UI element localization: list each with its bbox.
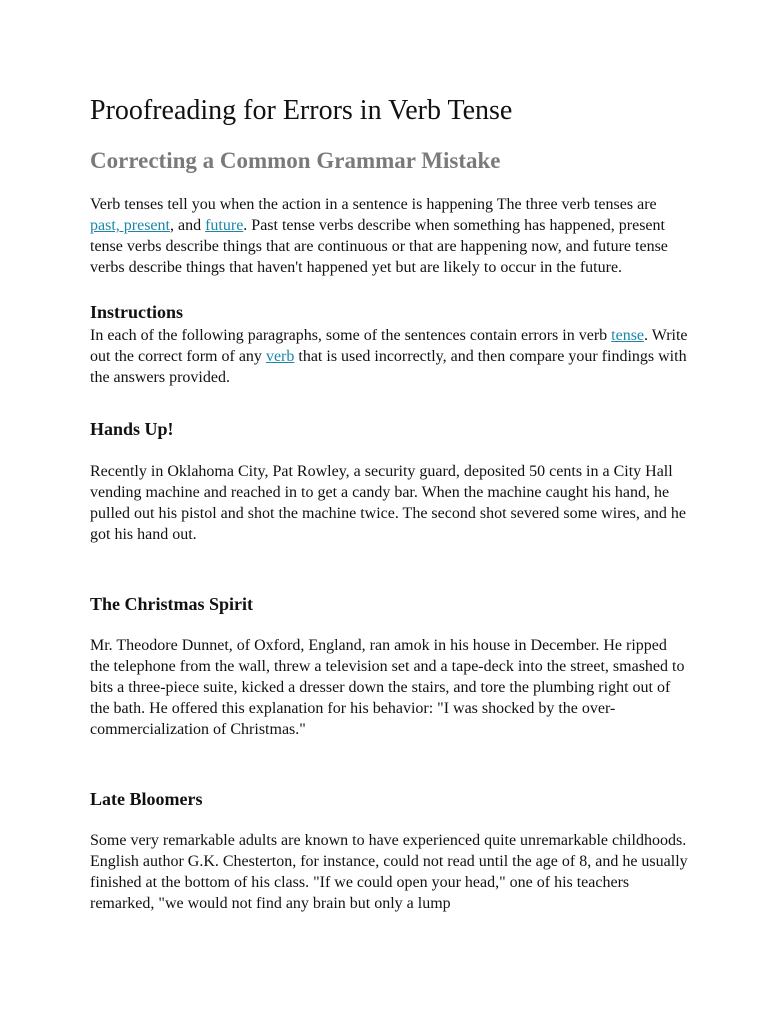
instructions-text-3: that is used incorrectly, and then compare your findings with the answers provided.	[90, 348, 687, 386]
link-verb[interactable]: verb	[265, 348, 295, 365]
section-heading-hands-up: Hands Up!	[90, 419, 174, 439]
intro-text-1: Verb tenses tell you when the action in a sentence is happening The three verb tenses are	[90, 196, 657, 213]
page-title: Proofreading for Errors in Verb Tense	[90, 95, 513, 126]
intro-paragraph	[90, 194, 690, 278]
link-past-present[interactable]: past, present	[90, 217, 170, 234]
section-text-late-bloomers: Some very remarkable adults are known to have experienced quite unremarkable childhoods. English author G.K. Chesterton, for instance, could not read until the age of 8, and he usually finished at the bottom of his class. "If we could open your head," one of his teachers remarked, "we would not find any brain but only a lump	[90, 832, 688, 912]
intro-text-2: , and	[169, 217, 206, 234]
section-text-christmas-spirit: Mr. Theodore Dunnet, of Oxford, England, ran amok in his house in December. He ripped the telephone from the wall, threw a television set and a tape-deck into the street, smashed to bits a three-piece suite, kicked a dresser down the stairs, and tore the plumbing right out of the bath. He offered this explanation for his behavior: "I was shocked by the over-commercialization of Christmas."	[90, 637, 685, 738]
page-subtitle: Correcting a Common Grammar Mistake	[90, 148, 501, 173]
section-text-hands-up: Recently in Oklahoma City, Pat Rowley, a security guard, deposited 50 cents in a City Hall vending machine and reached in to get a candy bar. When the machine caught his hand, he pulled out his pistol and shot the machine twice. The second shot severed some wires, and he got his hand out.	[90, 463, 687, 543]
intro-text-3: . Past tense verbs describe when something has happened, present tense verbs describe things that are continuous or that are happening now, and future tense verbs describe things that haven't happened yet but are likely to occur in the future.	[90, 217, 668, 276]
instructions-text-2: . Write out the correct form of any	[90, 327, 688, 365]
link-future[interactable]: future	[205, 217, 244, 234]
instructions-text-1: In each of the following paragraphs, some of the sentences contain errors in verb	[90, 327, 612, 344]
instructions-heading: Instructions	[90, 302, 184, 322]
instructions-paragraph	[90, 325, 690, 388]
link-tense[interactable]: tense	[611, 327, 645, 344]
section-heading-christmas-spirit: The Christmas Spirit	[90, 594, 254, 614]
section-heading-late-bloomers: Late Bloomers	[90, 789, 203, 809]
